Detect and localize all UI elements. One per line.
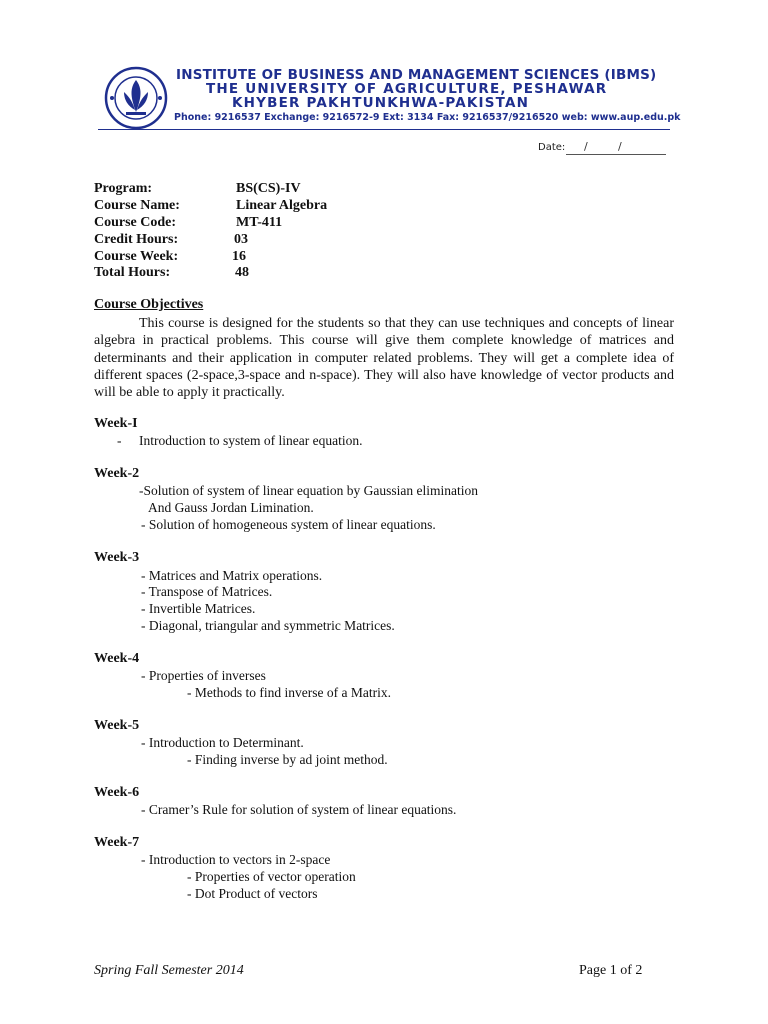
province-name: KHYBER PAKHTUNKHWA-PAKISTAN xyxy=(232,95,530,111)
university-name: THE UNIVERSITY OF AGRICULTURE, PESHAWAR xyxy=(206,81,608,97)
date-label: Date: xyxy=(538,142,566,153)
week-item: - Cramer’s Rule for solution of system of linear equations. xyxy=(141,802,457,817)
week-item: - Matrices and Matrix operations. xyxy=(141,568,323,583)
week-item: - Solution of homogeneous system of linear equations. xyxy=(141,517,436,532)
week-item: - Dot Product of vectors xyxy=(187,886,318,901)
week-item: - Finding inverse by ad joint method. xyxy=(187,752,388,767)
week-title: Week-6 xyxy=(94,785,140,800)
week-item: - Methods to find inverse of a Matrix. xyxy=(187,685,391,700)
week-item: Introduction to system of linear equation. xyxy=(139,433,363,448)
total-hours-value: 48 xyxy=(235,265,249,280)
week-item: - Diagonal, triangular and symmetric Matrices. xyxy=(141,618,395,633)
week-item: - Introduction to Determinant. xyxy=(141,735,304,750)
week-item-bullet: - xyxy=(117,433,122,448)
week-title: Week-I xyxy=(94,416,138,431)
date-field-line xyxy=(566,154,666,155)
week-item: -Solution of system of linear equation by Gaussian elimination xyxy=(139,483,478,498)
week-item: - Invertible Matrices. xyxy=(141,601,256,616)
course-week-value: 16 xyxy=(232,249,246,264)
footer-semester: Spring Fall Semester 2014 xyxy=(94,963,244,978)
week-item: - Introduction to vectors in 2-space xyxy=(141,852,331,867)
week-item: - Properties of inverses xyxy=(141,668,266,683)
week-item: And Gauss Jordan Limination. xyxy=(148,500,314,515)
credit-hours-label: Credit Hours: xyxy=(94,232,179,247)
date-separator-2: / xyxy=(618,140,622,153)
course-name-label: Course Name: xyxy=(94,198,180,213)
week-title: Week-2 xyxy=(94,466,140,481)
total-hours-label: Total Hours: xyxy=(94,265,171,280)
course-week-label: Course Week: xyxy=(94,249,179,264)
week-title: Week-5 xyxy=(94,718,140,733)
university-logo xyxy=(104,66,168,130)
course-name-value: Linear Algebra xyxy=(236,198,328,213)
week-title: Week-7 xyxy=(94,835,140,850)
program-label: Program: xyxy=(94,181,153,196)
date-separator-1: / xyxy=(584,140,588,153)
week-item: - Properties of vector operation xyxy=(187,869,356,884)
week-item: - Transpose of Matrices. xyxy=(141,584,273,599)
credit-hours-value: 03 xyxy=(234,232,248,247)
week-title: Week-4 xyxy=(94,651,140,666)
objectives-text: This course is designed for the students so that they can use techniques and concepts of linear algebra in practical problems. This course will give them complete knowledge of matrices and determinants and their application in computer related problems. They will get a complete idea of different spaces (2-space,3-space and n-space). They will also have knowledge of vector products and will be able to apply it practically. xyxy=(94,316,674,401)
course-code-value: MT-411 xyxy=(236,215,283,230)
header-divider xyxy=(98,129,670,130)
objectives-title: Course Objectives xyxy=(94,297,204,312)
course-code-label: Course Code: xyxy=(94,215,177,230)
institute-name: INSTITUTE OF BUSINESS AND MANAGEMENT SCIENCES (IBMS) xyxy=(176,67,657,83)
program-value: BS(CS)-IV xyxy=(236,181,301,196)
contact-info: Phone: 9216537 Exchange: 9216572-9 Ext: 3134 Fax: 9216537/9216520 web: www.aup.edu.pk xyxy=(174,112,681,123)
page-number: Page 1 of 2 xyxy=(579,963,643,978)
week-title: Week-3 xyxy=(94,550,140,565)
